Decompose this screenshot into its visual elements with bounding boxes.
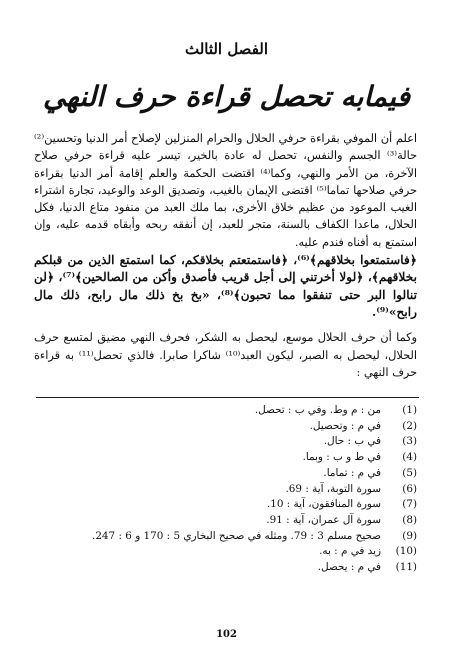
chapter-heading: الفصل الثالث <box>184 40 269 58</box>
footnotes-list <box>34 403 417 576</box>
footnote <box>34 450 417 466</box>
footnote-text: زيد في م : به. <box>319 545 381 558</box>
footnote-number: (11) <box>395 561 417 574</box>
page-number: 102 <box>216 629 237 640</box>
footnote <box>34 482 417 498</box>
footnote-text: سورة التوبة، آية : 69. <box>285 482 381 495</box>
footnote <box>34 544 417 560</box>
quran-quote-paragraph: ﴿فاستمتعوا بخلاقهم﴾⁽⁶⁾، ﴿فاستمتعتم بخلاقكم، كما استمتع الذين من قبلكم بخلاقهم﴾، ﴿لولا أخرتني إلى أجل قريب فأصدق وأكن من الصالحين﴾⁽⁷⁾، ﴿لن تنالوا البر حتى تنفقوا مما تحبون﴾⁽⁸⁾، «بخ بخ ذلك مال رابح، ذلك مال رابح»⁽⁹⁾. <box>34 253 417 319</box>
footnote-separator <box>36 397 419 398</box>
section-title: فيمابه تحصل قراءة حرف النهي <box>43 80 410 113</box>
footnote <box>34 403 417 419</box>
footnote-text: في م : وتحصيل. <box>309 419 381 432</box>
footnote-number: (1) <box>402 404 417 416</box>
footnote <box>34 466 417 482</box>
footnote-number: (8) <box>402 513 417 526</box>
paragraph-2: وكما أن حرف الحلال موسع، ليحصل به الشكر، فحرف النهي مضيق لمتسع حرف الحلال، ليحصل به الصبر، ليكون العبد⁽¹⁰⁾ شاكرا صابرا. فالذي تحصل⁽¹¹⁾ به قراءة حرف النهي : <box>34 331 417 379</box>
footnote-number: (9) <box>402 529 417 542</box>
footnote-number: (4) <box>402 451 417 464</box>
footnote <box>34 513 417 529</box>
footnote <box>34 419 417 435</box>
footnote <box>34 529 417 545</box>
footnote-text: في م : يحصل. <box>317 561 381 574</box>
footnote-number: (3) <box>402 435 417 448</box>
footnote <box>34 560 417 576</box>
paragraph-1: اعلم أن الموفي بقراءة حرفي الحلال والحرام المنزلين لإصلاح أمر الدنيا وتحسين⁽²⁾ حالة⁽³⁾ الجسم والنفس، تحصل له عادة بالخير، تيسر عليه قراءة حرفي صلاح الآخرة، من الأمر والنهي، وكما⁽⁴⁾ اقتضت الحكمة والعلم إقامة أمر الدنيا بقراءة حرفي صلاحها تماما⁽⁵⁾ اقتضى الإيمان بالغيب، وتصديق الوعد والوعيد، تجارة اشتراء الغيب الموعود من عظيم خلاق الأخرى، بما ملك العبد من منفود متاع الدنيا، فكل الحلال، ماعدا الكفاف بالسنة، متجر للعبد، إن أنفقه ربحه وأبقاه قدمه عليه، وإن استمتع به أفناه فندم عليه. <box>34 132 417 249</box>
footnote-text: في ب : حال. <box>323 435 381 448</box>
footnote-text: في ط و ب : وبما. <box>302 451 381 464</box>
footnote-number: (10) <box>395 545 417 558</box>
footnote-text: سورة آل عمران، آية : 91. <box>266 513 381 526</box>
footnote-number: (2) <box>402 419 417 432</box>
footnote-number: (5) <box>402 466 417 479</box>
footnote-text: في م : تماما. <box>323 466 381 479</box>
footnote-text: سورة المنافقون، آية : 10. <box>266 498 381 511</box>
main-text <box>34 130 417 381</box>
footnote-number: (7) <box>402 498 417 511</box>
footnote-text: من : م وط. وفي ب : تحصل. <box>254 404 381 416</box>
footnote-number: (6) <box>402 482 417 495</box>
footnote <box>34 497 417 513</box>
footnote <box>34 434 417 450</box>
footnote-text: صحيح مسلم 3 : 79. ومثله في صحيح البخاري 5 : 170 و 6 : 247. <box>92 529 381 542</box>
